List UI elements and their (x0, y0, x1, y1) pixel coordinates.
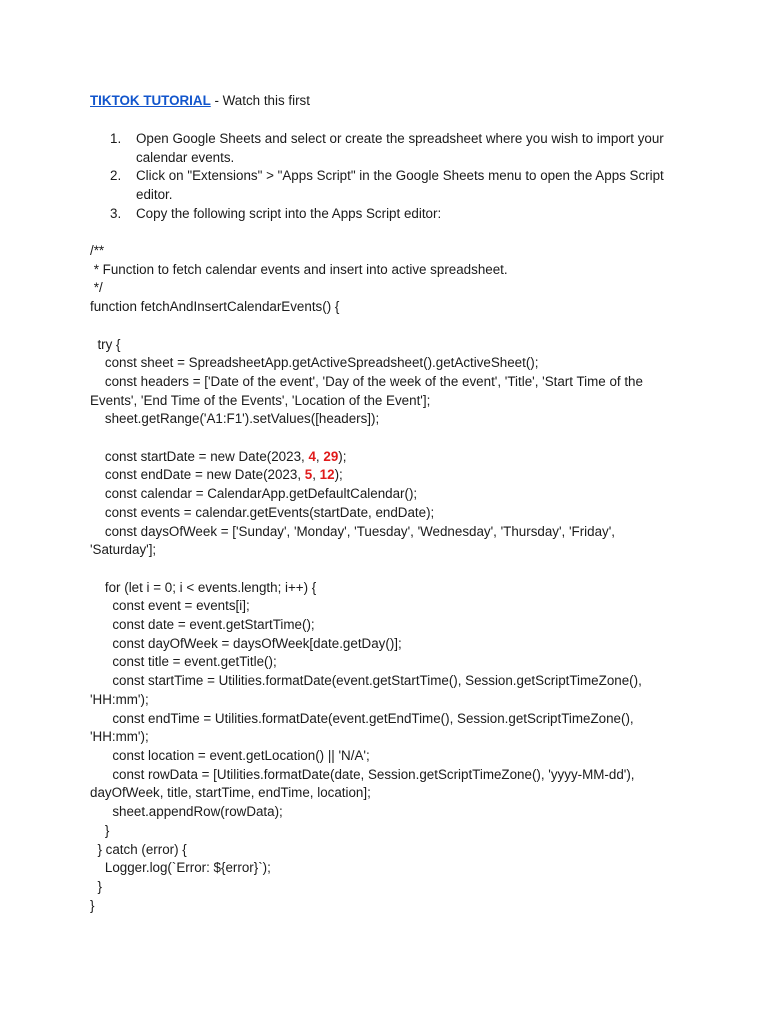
instruction-list (110, 130, 670, 224)
code-line: const calendar = CalendarApp.getDefaultCalendar(); (90, 486, 418, 502)
code-line: const date = event.getStartTime(); (90, 617, 315, 633)
heading-suffix: - Watch this first (210, 93, 310, 108)
code-line: Logger.log(`Error: ${error}`); (90, 860, 271, 876)
code-line: const event = events[i]; (90, 598, 250, 614)
start-month-value: 4 (308, 448, 316, 464)
code-line: const startTime = Utilities.formatDate(event.getStartTime(), Session.getScriptTimeZone(), 'HH:mm'); (90, 673, 646, 707)
step-number: 3. (110, 205, 122, 221)
code-line: sheet.appendRow(rowData); (90, 804, 283, 820)
step-text: Copy the following script into the Apps Script editor: (136, 205, 442, 221)
code-text: const startDate = new Date(2023, (90, 448, 309, 464)
list-item (110, 167, 670, 204)
code-line: sheet.getRange('A1:F1').setValues([headers]); (90, 411, 380, 427)
code-line: const dayOfWeek = daysOfWeek[date.getDay()]; (90, 635, 402, 651)
code-line: const title = event.getTitle(); (90, 654, 277, 670)
code-line: const endTime = Utilities.formatDate(event.getEndTime(), Session.getScriptTimeZone(), 'HH:mm'); (90, 710, 638, 745)
end-month-value: 5 (304, 467, 313, 483)
list-item (110, 205, 670, 224)
code-text: const endDate = new Date(2023, (90, 467, 305, 483)
end-day-value: 12 (319, 467, 335, 483)
list-item (110, 130, 670, 167)
code-line: try { (90, 336, 121, 352)
code-text: , (315, 448, 324, 464)
code-line: const sheet = SpreadsheetApp.getActiveSpreadsheet().getActiveSheet(); (90, 355, 539, 371)
blank-line (90, 317, 680, 336)
blank-line (90, 560, 680, 579)
step-text: Click on "Extensions" > "Apps Script" in the Google Sheets menu to open the Apps Script editor. (136, 168, 664, 203)
code-comment-line: */ (90, 280, 103, 296)
code-text: , (312, 467, 320, 483)
tiktok-tutorial-link[interactable]: TIKTOK TUTORIAL (90, 93, 211, 108)
code-line: const rowData = [Utilities.formatDate(date, Session.getScriptTimeZone(), 'yyyy-MM-dd'), dayOfWeek, title, startTime, endTime, location]; (90, 766, 639, 801)
step-number: 1. (110, 131, 122, 146)
start-date-line (90, 448, 680, 467)
code-line: const daysOfWeek = ['Sunday', 'Monday', 'Tuesday', 'Wednesday', 'Thursday', 'Friday', 'Saturday']; (90, 523, 619, 558)
code-line: function fetchAndInsertCalendarEvents() { (90, 299, 340, 315)
code-comment-line: * Function to fetch calendar events and insert into active spreadsheet. (90, 261, 508, 277)
code-line: } (90, 878, 102, 894)
code-comment-line: /** (90, 243, 105, 258)
code-line: const location = event.getLocation() || 'N/A'; (90, 747, 370, 763)
code-text: ); (338, 448, 347, 464)
script-code-block (90, 242, 680, 915)
code-line: const headers = ['Date of the event', 'Day of the week of the event', 'Title', 'Start Time of the Events', 'End Time of the Events', 'Location of the Event']; (90, 373, 647, 408)
step-text: Open Google Sheets and select or create the spreadsheet where you wish to import your calendar events. (136, 131, 664, 165)
code-line: for (let i = 0; i < events.length; i++) { (90, 579, 317, 595)
code-line: const events = calendar.getEvents(startDate, endDate); (90, 504, 435, 520)
document-heading (90, 92, 310, 110)
end-date-line (90, 466, 680, 485)
code-line: } (90, 897, 95, 913)
code-line: } (90, 822, 110, 838)
code-line: } catch (error) { (90, 841, 187, 857)
code-text: ); (334, 467, 343, 483)
step-number: 2. (110, 168, 122, 184)
blank-line (90, 429, 680, 448)
start-day-value: 29 (323, 448, 339, 464)
